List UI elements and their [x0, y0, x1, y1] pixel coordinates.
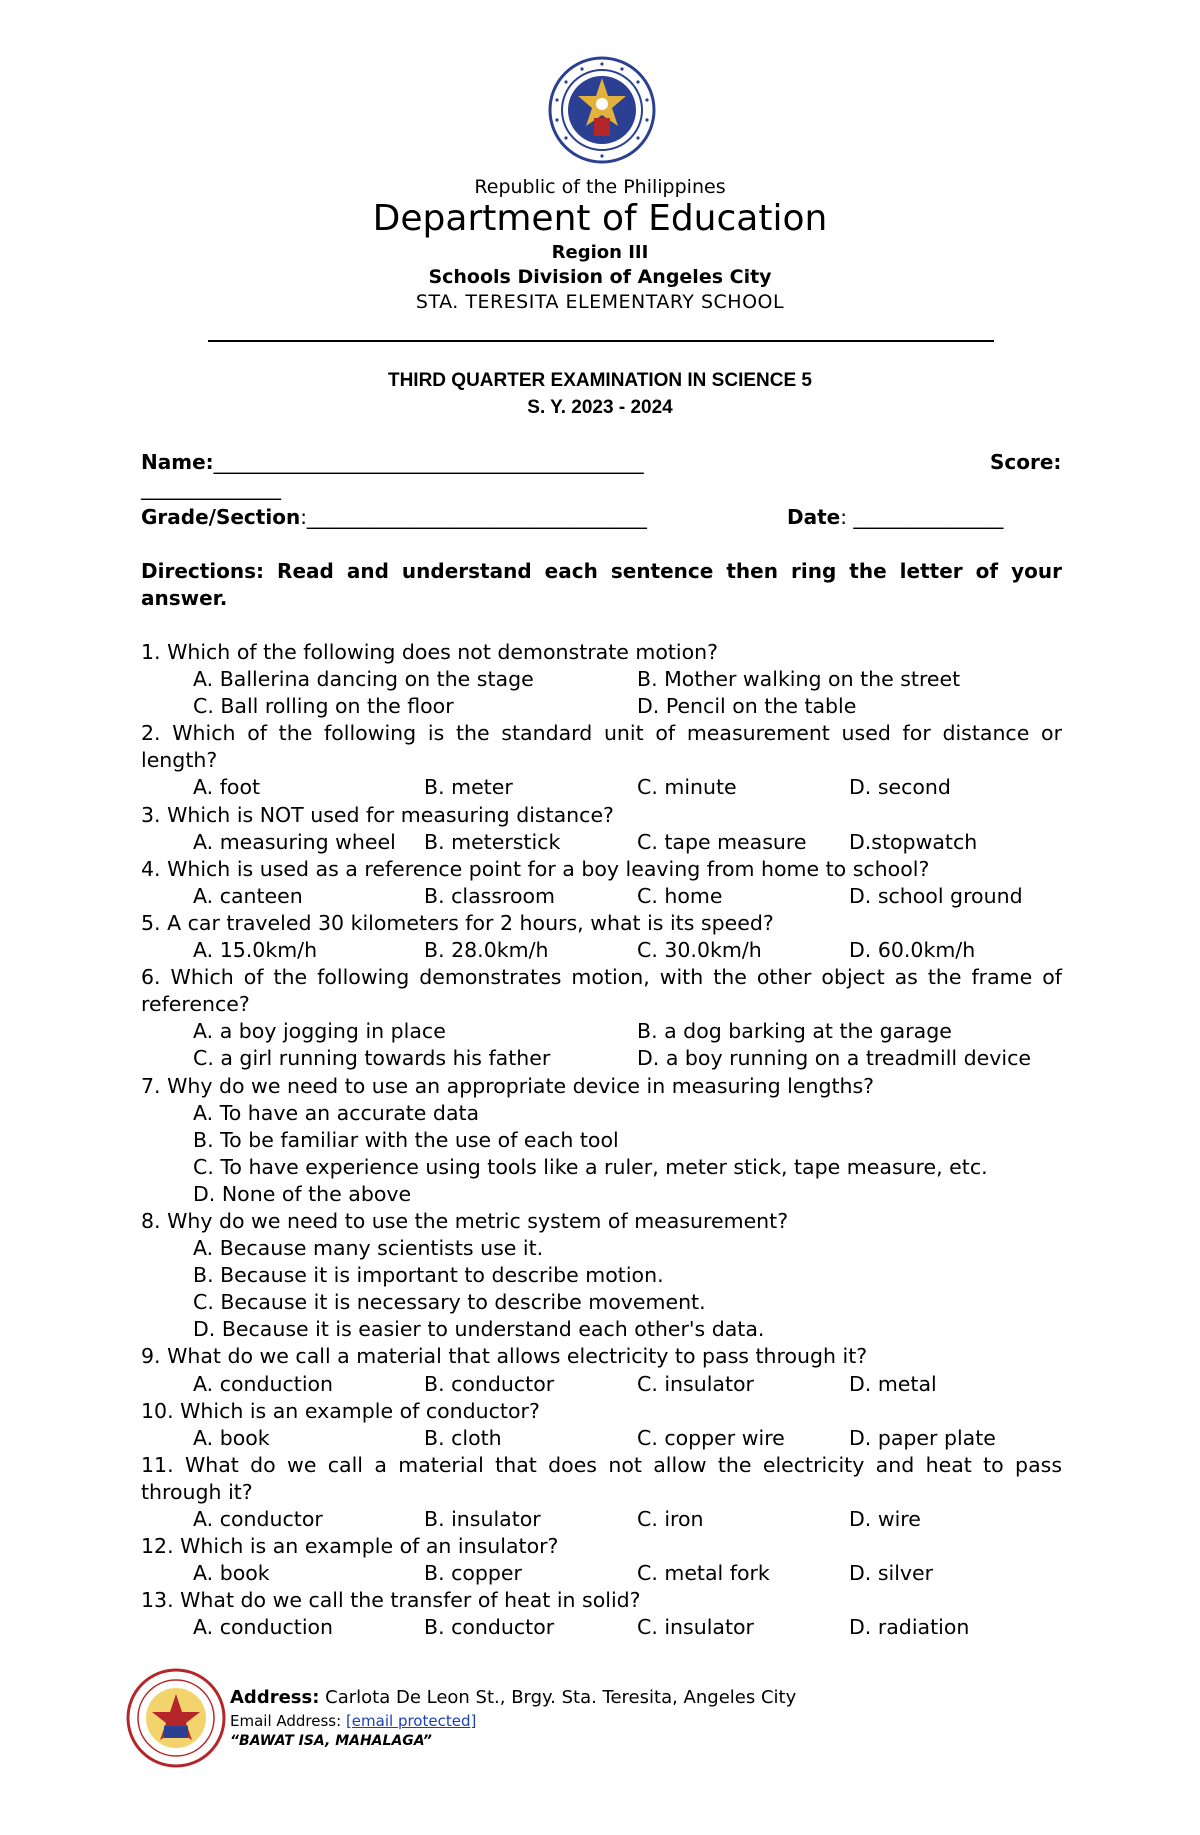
question-12: 12. Which is an example of an insulator? — [141, 1534, 559, 1559]
question-13-option-d[interactable]: D. radiation — [849, 1615, 970, 1640]
name-field[interactable] — [141, 450, 644, 474]
question-4-option-b[interactable]: B. classroom — [424, 883, 556, 908]
question-7-option-d[interactable]: D. None of the above — [193, 1181, 412, 1206]
region-label: Region III — [551, 242, 649, 263]
options-row — [141, 693, 1062, 720]
question-5: 5. A car traveled 30 kilometers for 2 hours, what is its speed? — [141, 910, 774, 935]
question-7-option-c[interactable]: C. To have experience using tools like a ruler, meter stick, tape measure, etc. — [193, 1154, 988, 1179]
date-blank: : _______________ — [840, 505, 1004, 529]
exam-title: THIRD QUARTER EXAMINATION IN SCIENCE 5 — [387, 370, 812, 391]
question-8-option-a[interactable]: A. Because many scientists use it. — [193, 1236, 544, 1261]
question-8: 8. Why do we need to use the metric system of measurement? — [141, 1208, 789, 1233]
options-row — [141, 1560, 1062, 1587]
options-row — [141, 1018, 1062, 1045]
question-2-option-c[interactable]: C. minute — [637, 775, 737, 800]
question-2-option-b[interactable]: B. meter — [424, 775, 513, 800]
header-divider — [208, 340, 994, 342]
footer-email — [230, 1712, 476, 1730]
question-1-option-b[interactable]: B. Mother walking on the street — [637, 667, 961, 692]
question-13-option-c[interactable]: C. insulator — [637, 1615, 754, 1640]
question-5-option-a[interactable]: A. 15.0km/h — [193, 938, 318, 963]
question-12-option-c[interactable]: C. metal fork — [637, 1561, 770, 1586]
question-13-option-a[interactable]: A. conduction — [193, 1615, 334, 1640]
question-11-option-b[interactable]: B. insulator — [424, 1507, 541, 1531]
date-field[interactable] — [787, 505, 1003, 529]
question-9-option-d[interactable]: D. metal — [849, 1371, 937, 1396]
question-6-option-b[interactable]: B. a dog barking at the garage — [637, 1019, 952, 1044]
republic-label: Republic of the Philippines — [474, 176, 726, 198]
question-list — [141, 639, 1062, 1641]
school-name: STA. TERESITA ELEMENTARY SCHOOL — [415, 291, 785, 313]
question-5-option-b[interactable]: B. 28.0km/h — [424, 938, 549, 963]
options-row — [141, 1371, 1062, 1398]
grade-section-blank: :__________________________________ — [300, 505, 647, 529]
options-row — [141, 883, 1062, 910]
score-label: Score: — [990, 450, 1062, 474]
options-row — [141, 1506, 1062, 1533]
name-blank: ___________________________________________ — [213, 450, 644, 474]
question-9: 9. What do we call a material that allows electricity to pass through it? — [141, 1344, 868, 1369]
question-12-option-b[interactable]: B. copper — [424, 1561, 522, 1586]
school-year: S. Y. 2023 - 2024 — [527, 397, 673, 418]
question-4: 4. Which is used as a reference point for a boy leaving from home to school? — [141, 856, 930, 881]
options-row — [141, 1614, 1062, 1641]
question-6-option-d[interactable]: D. a boy running on a treadmill device — [637, 1046, 1031, 1071]
question-8-option-c[interactable]: C. Because it is necessary to describe movement. — [193, 1290, 706, 1315]
question-6: 6. Which of the following demonstrates motion, with the other object as the frame of reference? — [141, 965, 1062, 1017]
address-label: Address: — [230, 1687, 320, 1708]
question-2-option-d[interactable]: D. second — [849, 775, 951, 800]
email-label: Email Address: — [230, 1712, 346, 1730]
directions-text: Directions: Read and understand each sentence then ring the letter of your answer. — [141, 559, 1062, 610]
footer-motto: “BAWAT ISA, MAHALAGA” — [230, 1733, 432, 1749]
question-1: 1. Which of the following does not demonstrate motion? — [141, 640, 719, 664]
options-row — [141, 829, 1062, 856]
question-4-option-c[interactable]: C. home — [637, 883, 723, 908]
question-11-option-a[interactable]: A. conductor — [193, 1507, 323, 1531]
grade-section-label: Grade/Section — [141, 505, 301, 529]
options-row — [141, 1425, 1062, 1452]
department-title: Department of Education — [372, 198, 828, 239]
question-5-option-c[interactable]: C. 30.0km/h — [637, 938, 762, 963]
question-1-option-d[interactable]: D. Pencil on the table — [637, 694, 857, 719]
question-10-option-b[interactable]: B. cloth — [424, 1425, 502, 1450]
question-1-option-a[interactable]: A. Ballerina dancing on the stage — [193, 667, 534, 692]
question-9-option-a[interactable]: A. conduction — [193, 1371, 334, 1396]
question-7: 7. Why do we need to use an appropriate device in measuring lengths? — [141, 1073, 875, 1098]
question-7-option-b[interactable]: B. To be familiar with the use of each tool — [193, 1127, 619, 1152]
question-1-option-c[interactable]: C. Ball rolling on the floor — [193, 694, 454, 719]
question-3-option-b[interactable]: B. meterstick — [424, 829, 561, 854]
question-11-option-c[interactable]: C. iron — [637, 1507, 704, 1531]
question-12-option-a[interactable]: A. book — [193, 1561, 270, 1586]
options-row — [141, 937, 1062, 964]
grade-section-field[interactable] — [141, 505, 647, 529]
question-9-option-b[interactable]: B. conductor — [424, 1371, 555, 1396]
question-7-option-a[interactable]: A. To have an accurate data — [193, 1100, 480, 1125]
question-10: 10. Which is an example of conductor? — [141, 1398, 540, 1423]
question-4-option-d[interactable]: D. school ground — [849, 883, 1023, 908]
question-11: 11. What do we call a material that does not allow the electricity and heat to pass through it? — [141, 1452, 1062, 1504]
question-13: 13. What do we call the transfer of heat in solid? — [141, 1588, 641, 1613]
options-row — [141, 774, 1062, 801]
score-field[interactable]: ______________ — [141, 476, 281, 500]
question-3-option-d[interactable]: D.stopwatch — [849, 829, 978, 854]
question-8-option-b[interactable]: B. Because it is important to describe motion. — [193, 1263, 664, 1288]
question-2: 2. Which of the following is the standard unit of measurement used for distance or length? — [141, 721, 1062, 773]
deped-seal-icon — [548, 56, 656, 164]
question-8-option-d[interactable]: D. Because it is easier to understand each other's data. — [193, 1317, 765, 1342]
email-link[interactable]: [email protected] — [345, 1712, 477, 1730]
options-row — [141, 1045, 1062, 1072]
division-label: Schools Division of Angeles City — [428, 266, 772, 288]
address-value: Carlota De Leon St., Brgy. Sta. Teresita, Angeles City — [319, 1687, 797, 1708]
question-3-option-c[interactable]: C. tape measure — [637, 829, 807, 854]
question-3-option-a[interactable]: A. measuring wheel — [193, 829, 396, 854]
question-10-option-a[interactable]: A. book — [193, 1425, 270, 1450]
question-6-option-c[interactable]: C. a girl running towards his father — [193, 1046, 551, 1071]
question-4-option-a[interactable]: A. canteen — [193, 883, 303, 908]
question-9-option-c[interactable]: C. insulator — [637, 1371, 754, 1396]
footer-address — [230, 1687, 796, 1708]
date-label: Date — [787, 505, 841, 529]
options-row — [141, 666, 1062, 693]
question-12-option-d[interactable]: D. silver — [849, 1561, 934, 1586]
question-2-option-a[interactable]: A. foot — [193, 775, 261, 800]
question-3: 3. Which is NOT used for measuring distance? — [141, 802, 614, 827]
question-10-option-d[interactable]: D. paper plate — [849, 1425, 996, 1450]
question-5-option-d[interactable]: D. 60.0km/h — [849, 938, 976, 963]
question-11-option-d[interactable]: D. wire — [849, 1507, 921, 1531]
name-label: Name: — [141, 450, 214, 474]
question-13-option-b[interactable]: B. conductor — [424, 1615, 555, 1640]
question-6-option-a[interactable]: A. a boy jogging in place — [193, 1019, 446, 1044]
question-10-option-c[interactable]: C. copper wire — [637, 1425, 785, 1450]
school-seal-icon — [126, 1668, 226, 1768]
